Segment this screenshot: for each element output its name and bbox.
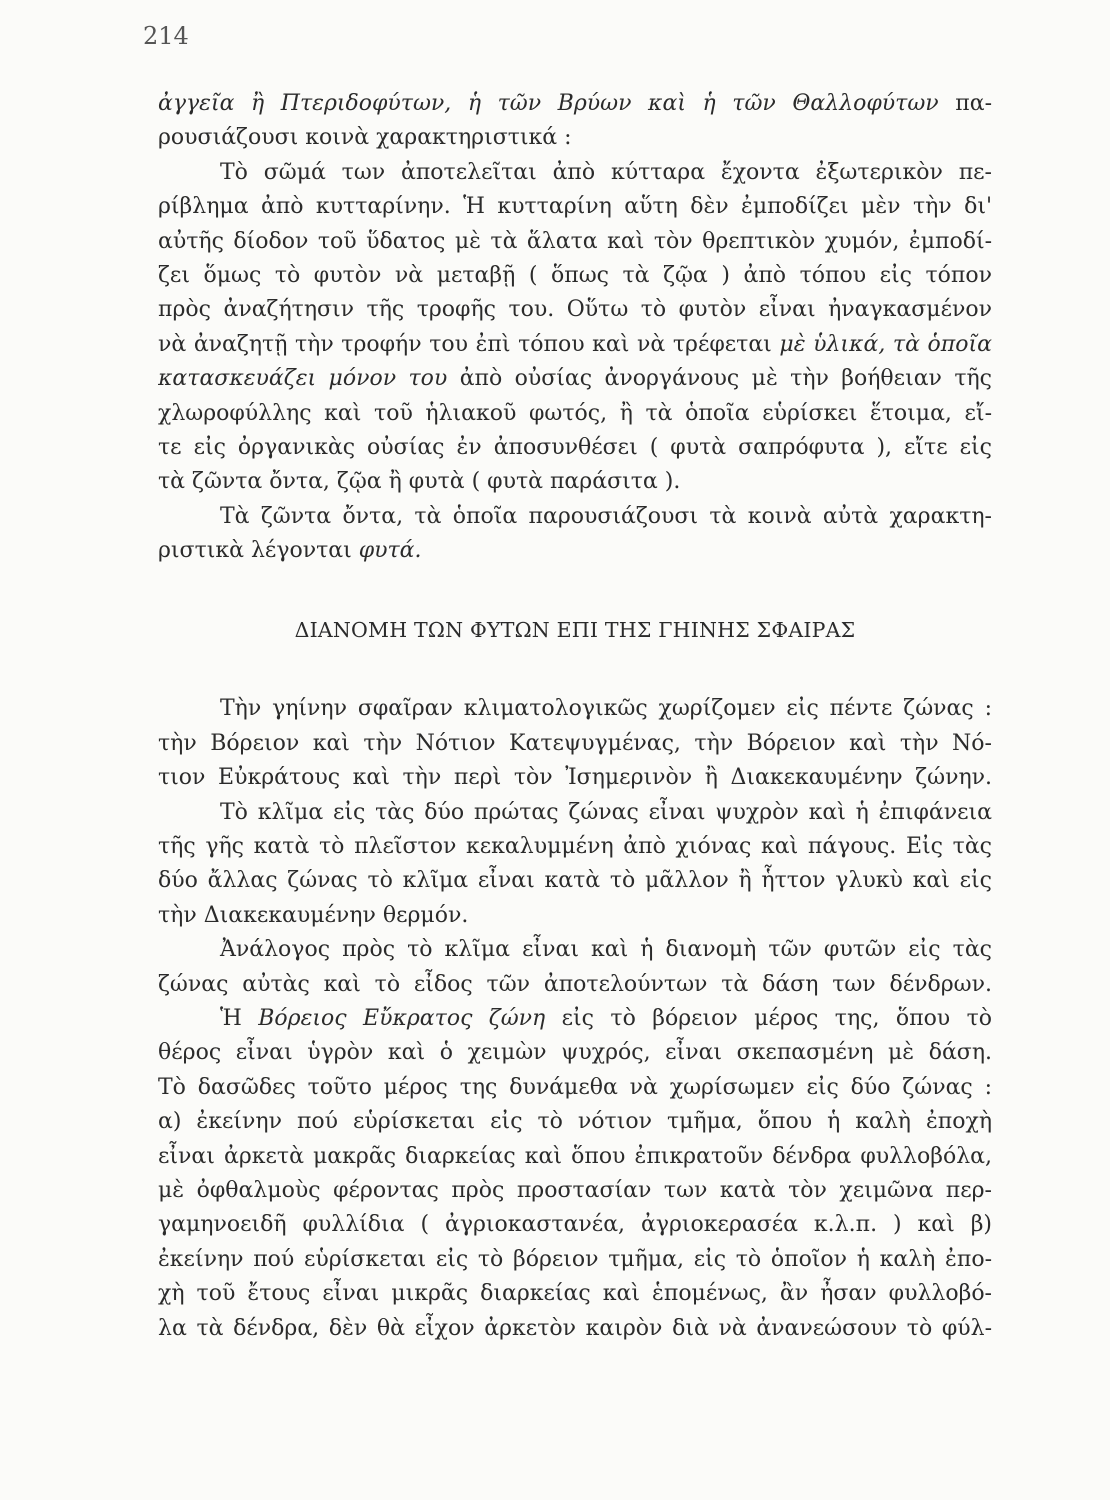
text-line	[158, 362, 992, 396]
text-line: λα τὰ δένδρα, δὲν θὰ εἶχον ἀρκετὸν καιρὸν διὰ νὰ ἀνανεώσουν τὸ φύλ-	[158, 1315, 992, 1341]
text-line: γαμηνοειδῆ φυλλίδια ( ἀγριοκαστανέα, ἀγριοκερασέα κ.λ.π. ) καὶ β)	[158, 1212, 992, 1238]
text-line: ἐκείνην πού εὑρίσκεται εἰς τὸ βόρειον τμῆμα, εἰς τὸ ὁποῖον ἡ καλὴ ἐπο-	[158, 1246, 992, 1272]
text-run: πα-	[938, 91, 992, 116]
text-line: τὴν Διακεκαυμένην θερμόν.	[158, 902, 469, 928]
text-line	[158, 87, 992, 121]
text-line: τε εἰς ὀργανικὰς οὐσίας ἐν ἀποσυνθέσει ( φυτὰ σαπρόφυτα ), εἴτε εἰς	[158, 434, 992, 460]
text-line: μὲ ὀφθαλμοὺς φέροντας πρὸς προστασίαν των κατὰ τὸν χειμῶνα περ-	[158, 1177, 992, 1203]
text-line	[158, 328, 992, 362]
text-line: αὐτῆς δίοδον τοῦ ὕδατος μὲ τὰ ἅλατα καὶ τὸν θρεπτικὸν χυμόν, ἐμποδί-	[158, 228, 992, 254]
text-line: θέρος εἶναι ὑγρὸν καὶ ὁ χειμὼν ψυχρός, εἶναι σκεπασμένη μὲ δάση.	[158, 1040, 992, 1066]
text-line: τιον Εὐκράτους καὶ τὴν περὶ τὸν Ἰσημερινὸν ἢ Διακεκαυμένην ζώνην.	[158, 765, 992, 791]
text-line: τῆς γῆς κατὰ τὸ πλεῖστον κεκαλυμμένη ἀπὸ χιόνας καὶ πάγους. Εἰς τὰς	[158, 834, 992, 860]
italic-run: φυτά.	[358, 538, 422, 564]
text-line: Ἀνάλογος πρὸς τὸ κλῖμα εἶναι καὶ ἡ διανομὴ τῶν φυτῶν εἰς τὰς	[220, 937, 992, 963]
text-line: ρουσιάζουσι κοινὰ χαρακτηριστικά :	[158, 125, 572, 151]
text-line: ζώνας αὐτὰς καὶ τὸ εἶδος τῶν ἀποτελούντων τὰ δάση των δένδρων.	[158, 971, 992, 997]
text-line: Τὸ δασῶδες τοῦτο μέρος της δυνάμεθα νὰ χωρίσωμεν εἰς δύο ζώνας :	[158, 1074, 992, 1100]
text-line: εἶναι ἀρκετὰ μακρᾶς διαρκείας καὶ ὅπου ἐπικρατοῦν δένδρα φυλλοβόλα,	[158, 1143, 992, 1169]
italic-run: Βόρειος Εὔκρατος ζώνη	[258, 1005, 546, 1031]
text-line: ζει ὅμως τὸ φυτὸν νὰ μεταβῇ ( ὅπως τὰ ζῷα ) ἀπὸ τόπου εἰς τόπον	[158, 262, 992, 288]
italic-run: ἀγγεῖα ἢ Πτεριδοφύτων, ἡ τῶν Βρύων καὶ ἡ τῶν Θαλλοφύτων	[158, 91, 939, 116]
text-line: ρίβλημα ἀπὸ κυτταρίνην. Ἡ κυτταρίνη αὕτη δὲν ἐμποδίζει μὲν τὴν δι'	[158, 194, 992, 220]
italic-run: μὲ ὑλικά, τὰ ὁποῖα	[779, 331, 992, 357]
page-number: 214	[143, 22, 189, 50]
text-line: Τὰ ζῶντα ὄντα, τὰ ὁποῖα παρουσιάζουσι τὰ κοινὰ αὐτὰ χαρακτη-	[220, 503, 992, 529]
text-line: χὴ τοῦ ἔτους εἶναι μικρᾶς διαρκείας καὶ ἑπομένως, ἂν ἦσαν φυλλοβό-	[158, 1281, 992, 1307]
text-run: νὰ ἀναζητῇ τὴν τροφήν του ἐπὶ τόπου καὶ νὰ τρέφεται	[158, 331, 780, 357]
text-run: ριστικὰ λέγονται	[158, 538, 359, 564]
text-line: Τὴν γηίνην σφαῖραν κλιματολογικῶς χωρίζομεν εἰς πέντε ζώνας :	[220, 696, 992, 722]
text-line	[158, 1002, 992, 1036]
text-run: ἀπὸ οὐσίας ἀνοργάνους μὲ τὴν βοήθειαν τῆς	[447, 366, 992, 392]
text-line: τὴν Βόρειον καὶ τὴν Νότιον Κατεψυγμένας, τὴν Βόρειον καὶ τὴν Νό-	[158, 730, 992, 756]
text-line: δύο ἄλλας ζώνας τὸ κλῖμα εἶναι κατὰ τὸ μᾶλλον ἢ ἧττον γλυκὺ καὶ εἰς	[158, 868, 992, 894]
text-run: εἰς τὸ βόρειον μέρος της, ὅπου τὸ	[545, 1005, 992, 1031]
text-run: Ἡ	[220, 1005, 259, 1031]
text-line: Τὸ κλῖμα εἰς τὰς δύο πρώτας ζώνας εἶναι ψυχρὸν καὶ ἡ ἐπιφάνεια	[220, 799, 992, 825]
text-line: α) ἐκείνην πού εὑρίσκεται εἰς τὸ νότιον τμῆμα, ὅπου ἡ καλὴ ἐποχὴ	[158, 1109, 992, 1135]
section-heading: ΔΙΑΝΟΜΗ ΤΩΝ ΦΥΤΩΝ ΕΠΙ ΤΗΣ ΓΗΙΝΗΣ ΣΦΑΙΡΑΣ	[294, 618, 856, 643]
text-line: χλωροφύλλης καὶ τοῦ ἡλιακοῦ φωτός, ἢ τὰ ὁποῖα εὑρίσκει ἕτοιμα, εἴ-	[158, 400, 992, 426]
text-line	[158, 534, 992, 568]
text-line: πρὸς ἀναζήτησιν τῆς τροφῆς του. Οὕτω τὸ φυτὸν εἶναι ἠναγκασμένον	[158, 297, 992, 323]
text-line: τὰ ζῶντα ὄντα, ζῷα ἢ φυτὰ ( φυτὰ παράσιτα ).	[158, 469, 681, 495]
text-line: Τὸ σῶμά των ἀποτελεῖται ἀπὸ κύτταρα ἔχοντα ἐξωτερικὸν πε-	[220, 159, 992, 185]
italic-run: κατασκευάζει μόνον του	[158, 366, 448, 392]
body-text	[158, 87, 992, 1346]
